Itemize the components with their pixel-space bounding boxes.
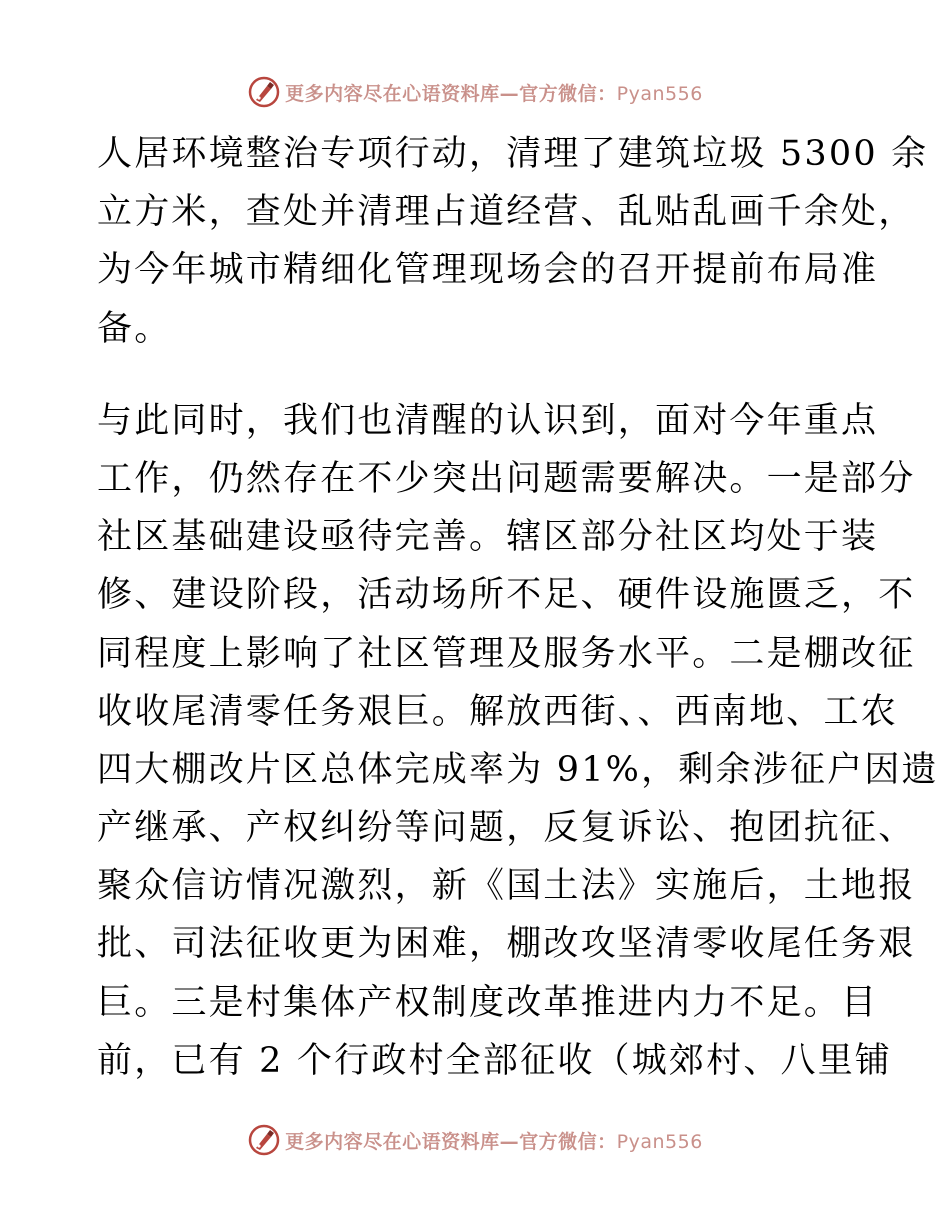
body-line: 产继承、产权纠纷等问题，反复诉讼、抱团抗征、 <box>97 808 916 849</box>
body-line: 立方米，查处并清理占道经营、乱贴乱画千余处， <box>97 192 916 233</box>
pen-nib-logo-icon <box>247 1123 281 1157</box>
document-body <box>97 125 939 1090</box>
header-watermark <box>0 72 950 112</box>
body-line: 人居环境整治专项行动，清理了建筑垃圾 5300 余 <box>97 134 929 174</box>
watermark-text: 更多内容尽在心语资料库—官方微信：Pyan556 <box>285 1130 703 1153</box>
body-line: 社区基础建设亟待完善。辖区部分社区均处于装 <box>97 517 879 558</box>
body-line: 批、司法征收更为困难，棚改攻坚清零收尾任务艰 <box>97 924 916 965</box>
body-line: 修、建设阶段，活动场所不足、硬件设施匮乏，不 <box>97 575 916 616</box>
body-line: 工作，仍然存在不少突出问题需要解决。一是部分 <box>97 458 916 499</box>
body-line: 与此同时，我们也清醒的认识到，面对今年重点 <box>97 400 879 441</box>
body-line: 巨。三是村集体产权制度改革推进内力不足。目 <box>97 982 879 1023</box>
watermark-text: 更多内容尽在心语资料库—官方微信：Pyan556 <box>285 82 703 105</box>
pen-nib-logo-icon <box>247 75 281 109</box>
body-line: 聚众信访情况激烈，新《国土法》实施后，土地报 <box>97 866 916 907</box>
body-line: 收收尾清零任务艰巨。解放西街、、西南地、工农 <box>97 691 898 732</box>
paragraph-break <box>97 358 857 392</box>
footer-watermark <box>0 1120 950 1160</box>
wechat-id: Pyan556 <box>616 82 703 105</box>
body-line: 备。 <box>97 308 172 349</box>
body-line: 为今年城市精细化管理现场会的召开提前布局准 <box>97 250 879 291</box>
body-line: 同程度上影响了社区管理及服务水平。二是棚改征 <box>97 633 916 674</box>
body-line: 四大棚改片区总体完成率为 91%，剩余涉征户因遗 <box>97 749 939 790</box>
body-line: 前，已有 2 个行政村全部征收（城郊村、八里铺 <box>97 1040 893 1081</box>
wechat-id: Pyan556 <box>616 1130 703 1153</box>
